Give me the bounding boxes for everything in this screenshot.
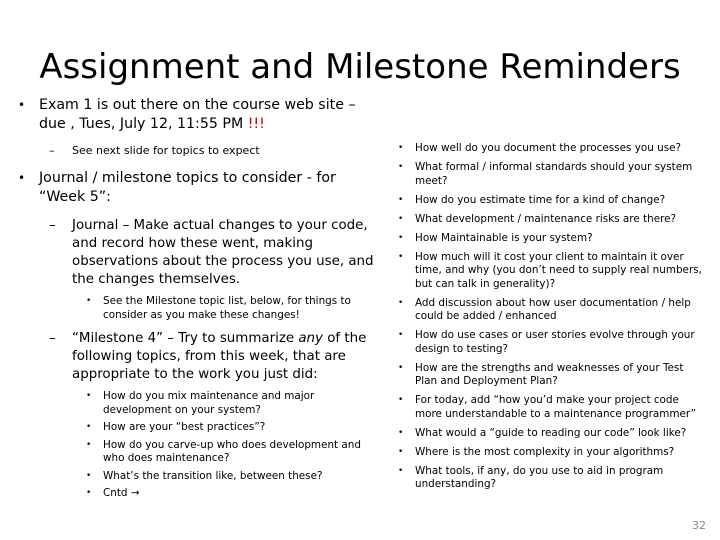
bullet-marker: •	[398, 232, 404, 243]
exam-bullet	[18, 96, 380, 134]
list-item-text: How well do you document the processes you use?	[415, 142, 682, 154]
list-item-text: Cntd →	[103, 487, 140, 499]
list-item-text: Where is the most complexity in your algorithms?	[415, 445, 675, 458]
list-item	[398, 465, 706, 492]
list-item	[398, 251, 706, 292]
milestone-lead: “Milestone 4” – Try to summarize	[72, 331, 299, 346]
list-item	[398, 161, 706, 188]
list-item-text: How do you estimate time for a kind of change?	[415, 193, 666, 206]
journal-bullet	[18, 169, 380, 207]
list-item	[398, 213, 706, 227]
milestone-note-text: See the Milestone topic list, below, for things to consider as you make these changes!	[103, 295, 351, 321]
list-item	[398, 394, 706, 421]
bullet-marker: •	[398, 213, 404, 224]
bullet-marker: •	[398, 143, 404, 153]
bullet-marker: •	[398, 395, 404, 405]
left-column	[18, 96, 380, 501]
list-item-text: What would a “guide to reading our code” look like?	[415, 426, 687, 439]
milestone-note-bullet	[18, 295, 380, 322]
bullet-marker: •	[398, 251, 404, 262]
bullet-marker: •	[398, 446, 404, 457]
journal-sub-bullet	[18, 217, 380, 289]
exam-sub-bullet	[18, 143, 380, 158]
list-item-text: How do use cases or user stories evolve through your design to testing?	[415, 329, 695, 355]
list-item-text: What tools, if any, do you use to aid in program understanding?	[415, 464, 664, 490]
list-item	[398, 329, 706, 356]
list-item-text: How much will it cost your client to maintain it over time, and why (you don’t need to supply real numbers, but can talk in generality)?	[415, 250, 702, 290]
bullet-marker: •	[86, 488, 92, 498]
bullet-marker: •	[398, 330, 404, 340]
slide-title: Assignment and Milestone Reminders	[39, 47, 681, 87]
list-item-text: How do you mix maintenance and major development on your system?	[103, 390, 315, 416]
bullet-marker: •	[86, 391, 92, 401]
exam-sub-text: See next slide for topics to expect	[72, 144, 260, 157]
list-item	[398, 194, 706, 208]
list-item-text: How are the strengths and weaknesses of your Test Plan and Deployment Plan?	[415, 361, 684, 387]
bullet-marker: •	[18, 98, 26, 112]
page-number: 32	[692, 519, 706, 532]
journal-sub-text: Journal – Make actual changes to your code, and record how these went, making observations about the process you use, and the changes themselves.	[72, 218, 374, 287]
list-item	[398, 446, 706, 460]
list-item	[18, 487, 380, 501]
list-item-text: How do you carve-up who does development and who does maintenance?	[103, 438, 361, 464]
dash-marker: –	[49, 331, 56, 346]
bullet-marker: •	[398, 297, 404, 308]
bullet-marker: •	[86, 470, 92, 481]
dash-marker: –	[49, 144, 55, 157]
bullet-marker: •	[18, 171, 26, 185]
list-item	[398, 232, 706, 246]
journal-text: Journal / milestone topics to consider - for “Week 5”:	[39, 170, 336, 205]
bullet-marker: •	[398, 427, 404, 438]
bullet-marker: •	[398, 194, 404, 205]
list-item	[18, 390, 380, 417]
exam-alert: !!!	[247, 116, 265, 132]
bullet-marker: •	[86, 296, 92, 306]
list-item-text: For today, add “how you’d make your project code more understandable to a maintenance programmer”	[415, 394, 696, 420]
list-item-text: What formal / informal standards should your system meet?	[415, 161, 693, 187]
list-item	[18, 421, 380, 435]
list-item-text: What development / maintenance risks are there?	[415, 212, 677, 225]
list-item-text: How Maintainable is your system?	[415, 231, 593, 244]
list-item	[398, 362, 706, 389]
list-item-text: How are your “best practices”?	[103, 421, 266, 433]
milestone-rest: of the following topics, from this week, that are appropriate to the work you just did:	[72, 331, 367, 382]
bullet-marker: •	[398, 162, 404, 172]
dash-marker: –	[49, 218, 56, 233]
exam-text: Exam 1 is out there on the course web site – due , Tues, July 12, 11:55 PM	[39, 97, 356, 132]
bullet-marker: •	[398, 465, 404, 476]
list-item-text: Add discussion about how user documentation / help could be added / enhanced	[415, 296, 691, 322]
bullet-marker: •	[398, 362, 404, 373]
list-item	[18, 470, 380, 484]
list-item	[18, 439, 380, 466]
list-item	[398, 142, 706, 156]
list-item	[398, 297, 706, 324]
milestone-topic-list	[18, 390, 380, 501]
milestone-emph: any	[298, 331, 323, 346]
bullet-marker: •	[86, 439, 92, 450]
bullet-marker: •	[86, 422, 92, 432]
right-column	[398, 142, 706, 497]
list-item	[398, 427, 706, 441]
milestone-bullet	[18, 330, 380, 384]
list-item-text: What’s the transition like, between these?	[103, 469, 323, 482]
